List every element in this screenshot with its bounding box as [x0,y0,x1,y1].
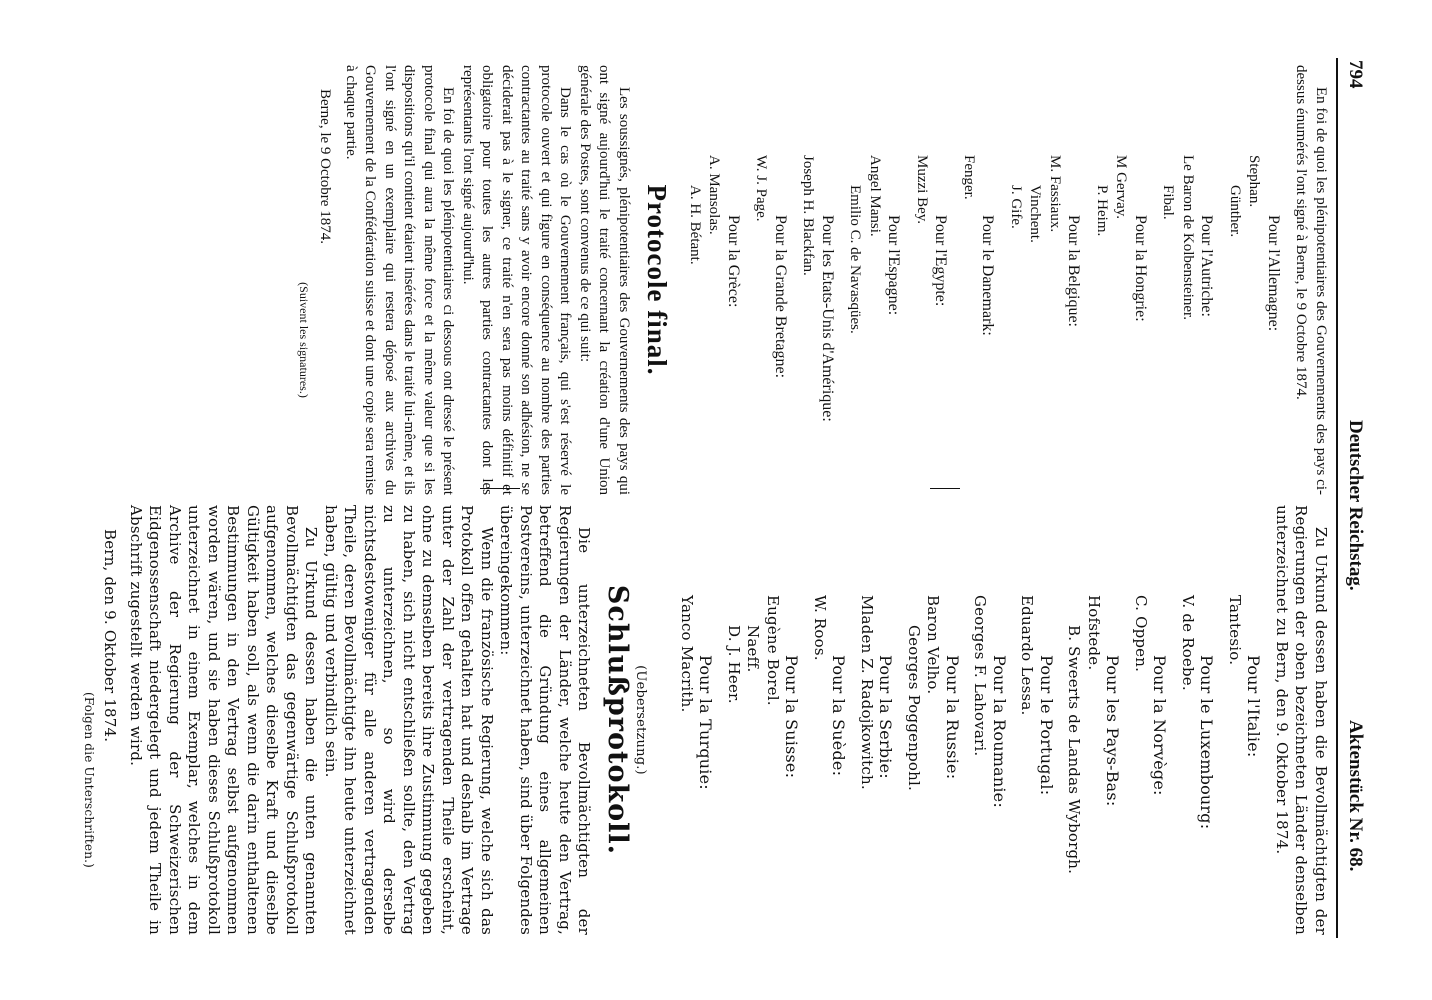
signatory-name: V. de Roebe. [1179,595,1197,691]
signatory-name: Angel Mansi. [867,155,883,237]
header-rule [1336,58,1338,938]
signatory-name: M Gervay. [1113,155,1130,220]
signatory-name: Tantesio. [1226,595,1244,666]
signatory-name: Naeff. [744,625,763,673]
signature-country: Pour le Danemark: [979,215,997,336]
body-paragraph: Dans le cas où le Gouvernement français, qui s'est réservé le protocole ouvert et qui figure en conséquence au nombre des parties contractantes au traité sans y avoir encore donné son adhésion, ne se déciderait pas à le signer, ce traité n'en sera pas moins définitif et obligatoire pour toutes les autres parties contractantes dont les représentants l'ont signé aujourd'hui. [460,65,574,495]
signatory-name: Muzzi Bey. [914,155,930,225]
signature-country: Pour la Serbie: [876,655,896,779]
signatory-name: P. Heim. [1094,185,1110,237]
signature-country: Pour le Luxembourg: [1197,655,1217,830]
translation-note: (Uebersetzung.) [633,665,649,775]
attachment-number: Aktenstück Nr. 68. [1345,720,1366,872]
french-intro: En foi de quoi les plénipotentiaires des Gouvernements des pays ci-dessus énumérés l'ont signé à Berne, le 9 Octobre 1874. [1293,65,1329,495]
german-column [10,505,1330,935]
body-paragraph: Die unterzeichneten Bevollmächtigten der Regierungen der Länder, welche heute den Vertrag, betreffend die Gründung eines allgemeinen Postvereins, unterzeichnet haben, sind über Folgendes übereingekommen: [497,505,594,935]
signatory-name: A. Mansolas. [706,155,723,235]
signatory-name: M. Fassiaux. [1047,155,1063,233]
signatory-name: D. J. Heer. [725,625,743,704]
signatory-name: Eduardo Lessa. [1018,595,1037,716]
signatory-name: Fibal. [1160,185,1177,220]
signature-country: Pour la Turquie: [696,655,716,790]
french-signature-note: (Suivent les signatures.) [297,282,311,398]
signature-country: Pour l'Italie: [1244,655,1264,758]
signature-country: Pour l'Egypte: [932,215,950,307]
signatory-name: Hofstede. [1085,595,1103,671]
french-body [341,65,634,495]
signatory-name: J. Gife. [1008,185,1024,229]
column-separator [480,488,520,489]
signature-country: Pour la Grèce: [725,215,742,308]
signature-country: Pour les Pays-Bas: [1103,655,1123,807]
signature-country: Pour la Roumanie: [990,655,1009,808]
body-paragraph: Zu Urkund dessen haben die unten genannten Bevollmächtigten das gegenwärtige Schlußprotokoll aufgenommen, welches dieselbe Kraft und dieselbe Gültigkeit haben soll, als wenn die darin enthaltenen Bestimmungen in den Vertrag selbst aufgenommen worden wären, und sie haben dieses Schlußprotokoll unterzeichnet in einem Exemplar, welches in dem Archive der Regierung der Schweizerischen Eidgenossenschaft niedergelegt und jedem Theile in Abschrift zugestellt werden wird. [127,505,321,935]
body-paragraph: Wenn die französische Regierung, welche sich das Protokoll offen gehalten hat und deshalb im Vertrage unter der Zahl der vertragenden Theile erscheint, ohne zu demselben bereits ihre Zustimmung gegeben zu haben, sich nicht entschließen sollte, den Vertrag zu unterzeichnen, so wird derselbe nichtsdestoweniger für alle anderen vertragenden Theile, deren Bevollmächtigte ihn heute unterzeichnet haben, gültig und verbindlich sein. [322,505,496,935]
signatory-name: W. J. Page. [753,155,770,222]
german-body [126,505,594,935]
signatory-name: Günther. [1227,185,1243,238]
signatory-name: Georges Poggenpohl. [905,625,923,791]
signature-country: Pour la Norvège: [1150,655,1170,796]
german-title: Schlußprotokoll. [602,584,633,856]
signature-country: Pour l'Allemagne: [1265,215,1282,332]
signatory-name: B. Sweerts de Landas Wyborgh. [1065,625,1084,875]
french-title: Protocole final. [642,184,673,376]
german-signature-note: (Folgen die Unterschriften.) [82,691,96,869]
german-signature-list [677,505,1264,935]
german-intro: Zu Urkund dessen haben die Bevollmächtigten der Regierungen der oben bezeichneten Länder denselben unterzeichnet zu Bern, den 9. Oktober 1874. [1273,505,1330,935]
signature-country: Pour les Etats-Unis d'Amérique: [819,215,836,422]
signatory-name: C. Oppen. [1132,595,1150,673]
signature-country: Pour la Russie: [943,655,962,780]
signature-country: Pour la Belgique: [1065,215,1083,327]
signature-country: Pour la Hongrie: [1132,215,1149,322]
signatory-name: A. H. Bétant. [687,185,703,265]
signature-country: Pour la Suède: [829,655,849,777]
signatory-name: Vinchent. [1027,185,1044,243]
signatory-name: Le Baron de Kolbensteiner. [1180,155,1196,320]
french-column [10,65,1330,495]
signature-country: Pour l'Autriche: [1198,215,1216,317]
signature-country: Pour le Portugal: [1037,655,1056,796]
signatory-name: Eugène Borel. [764,595,782,706]
signatory-name: Mladen Z. Radojkowitch. [858,595,876,790]
signature-country: Pour la Grande Bretagne: [772,215,789,379]
signatory-name: Georges F. Lahovari. [971,595,990,757]
column-separator [930,488,960,489]
page-number: 794 [1345,60,1366,89]
signatory-name: Yanco Macrith. [678,595,696,713]
signatory-name: Baron Velho. [924,595,943,695]
signatory-name: Joseph H. Blackfan. [800,155,817,276]
german-date: Bern, den 9. Oktober 1874. [101,529,120,743]
signatory-name: Fenger. [961,155,977,200]
signature-country: Pour l'Espagne: [885,215,903,316]
signatory-name: Emilio C. de Navasqües. [847,185,864,334]
signatory-name: W. Roos. [811,595,829,661]
publication-title: Deutscher Reichstag. [1345,420,1366,591]
signature-country: Pour la Suisse: [782,655,802,779]
signatory-name: Stephan. [1246,155,1263,208]
french-signature-list [685,65,1284,495]
body-paragraph: En foi de quoi les plénipotentiaires ci dessous ont dressé le présent protocole final qui aura la même force et la même valeur que si les dispositions qu'il contient étaient insérées dans le traité lui-même, et ils l'ont signé en un exemplaire qui restera déposé aux archives du Gouvernement de la Confédération suisse et dont une copie sera remise à chaque partie. [343,65,457,495]
french-date: Berne, le 9 Octobre 1874. [317,89,334,244]
body-paragraph: Les soussignés, plénipotentiaires des Gouvernements des pays qui ont signé aujourd'hui le traité concernant la création d'une Union générale des Postes, sont convenus de ce qui suit: [577,65,632,495]
